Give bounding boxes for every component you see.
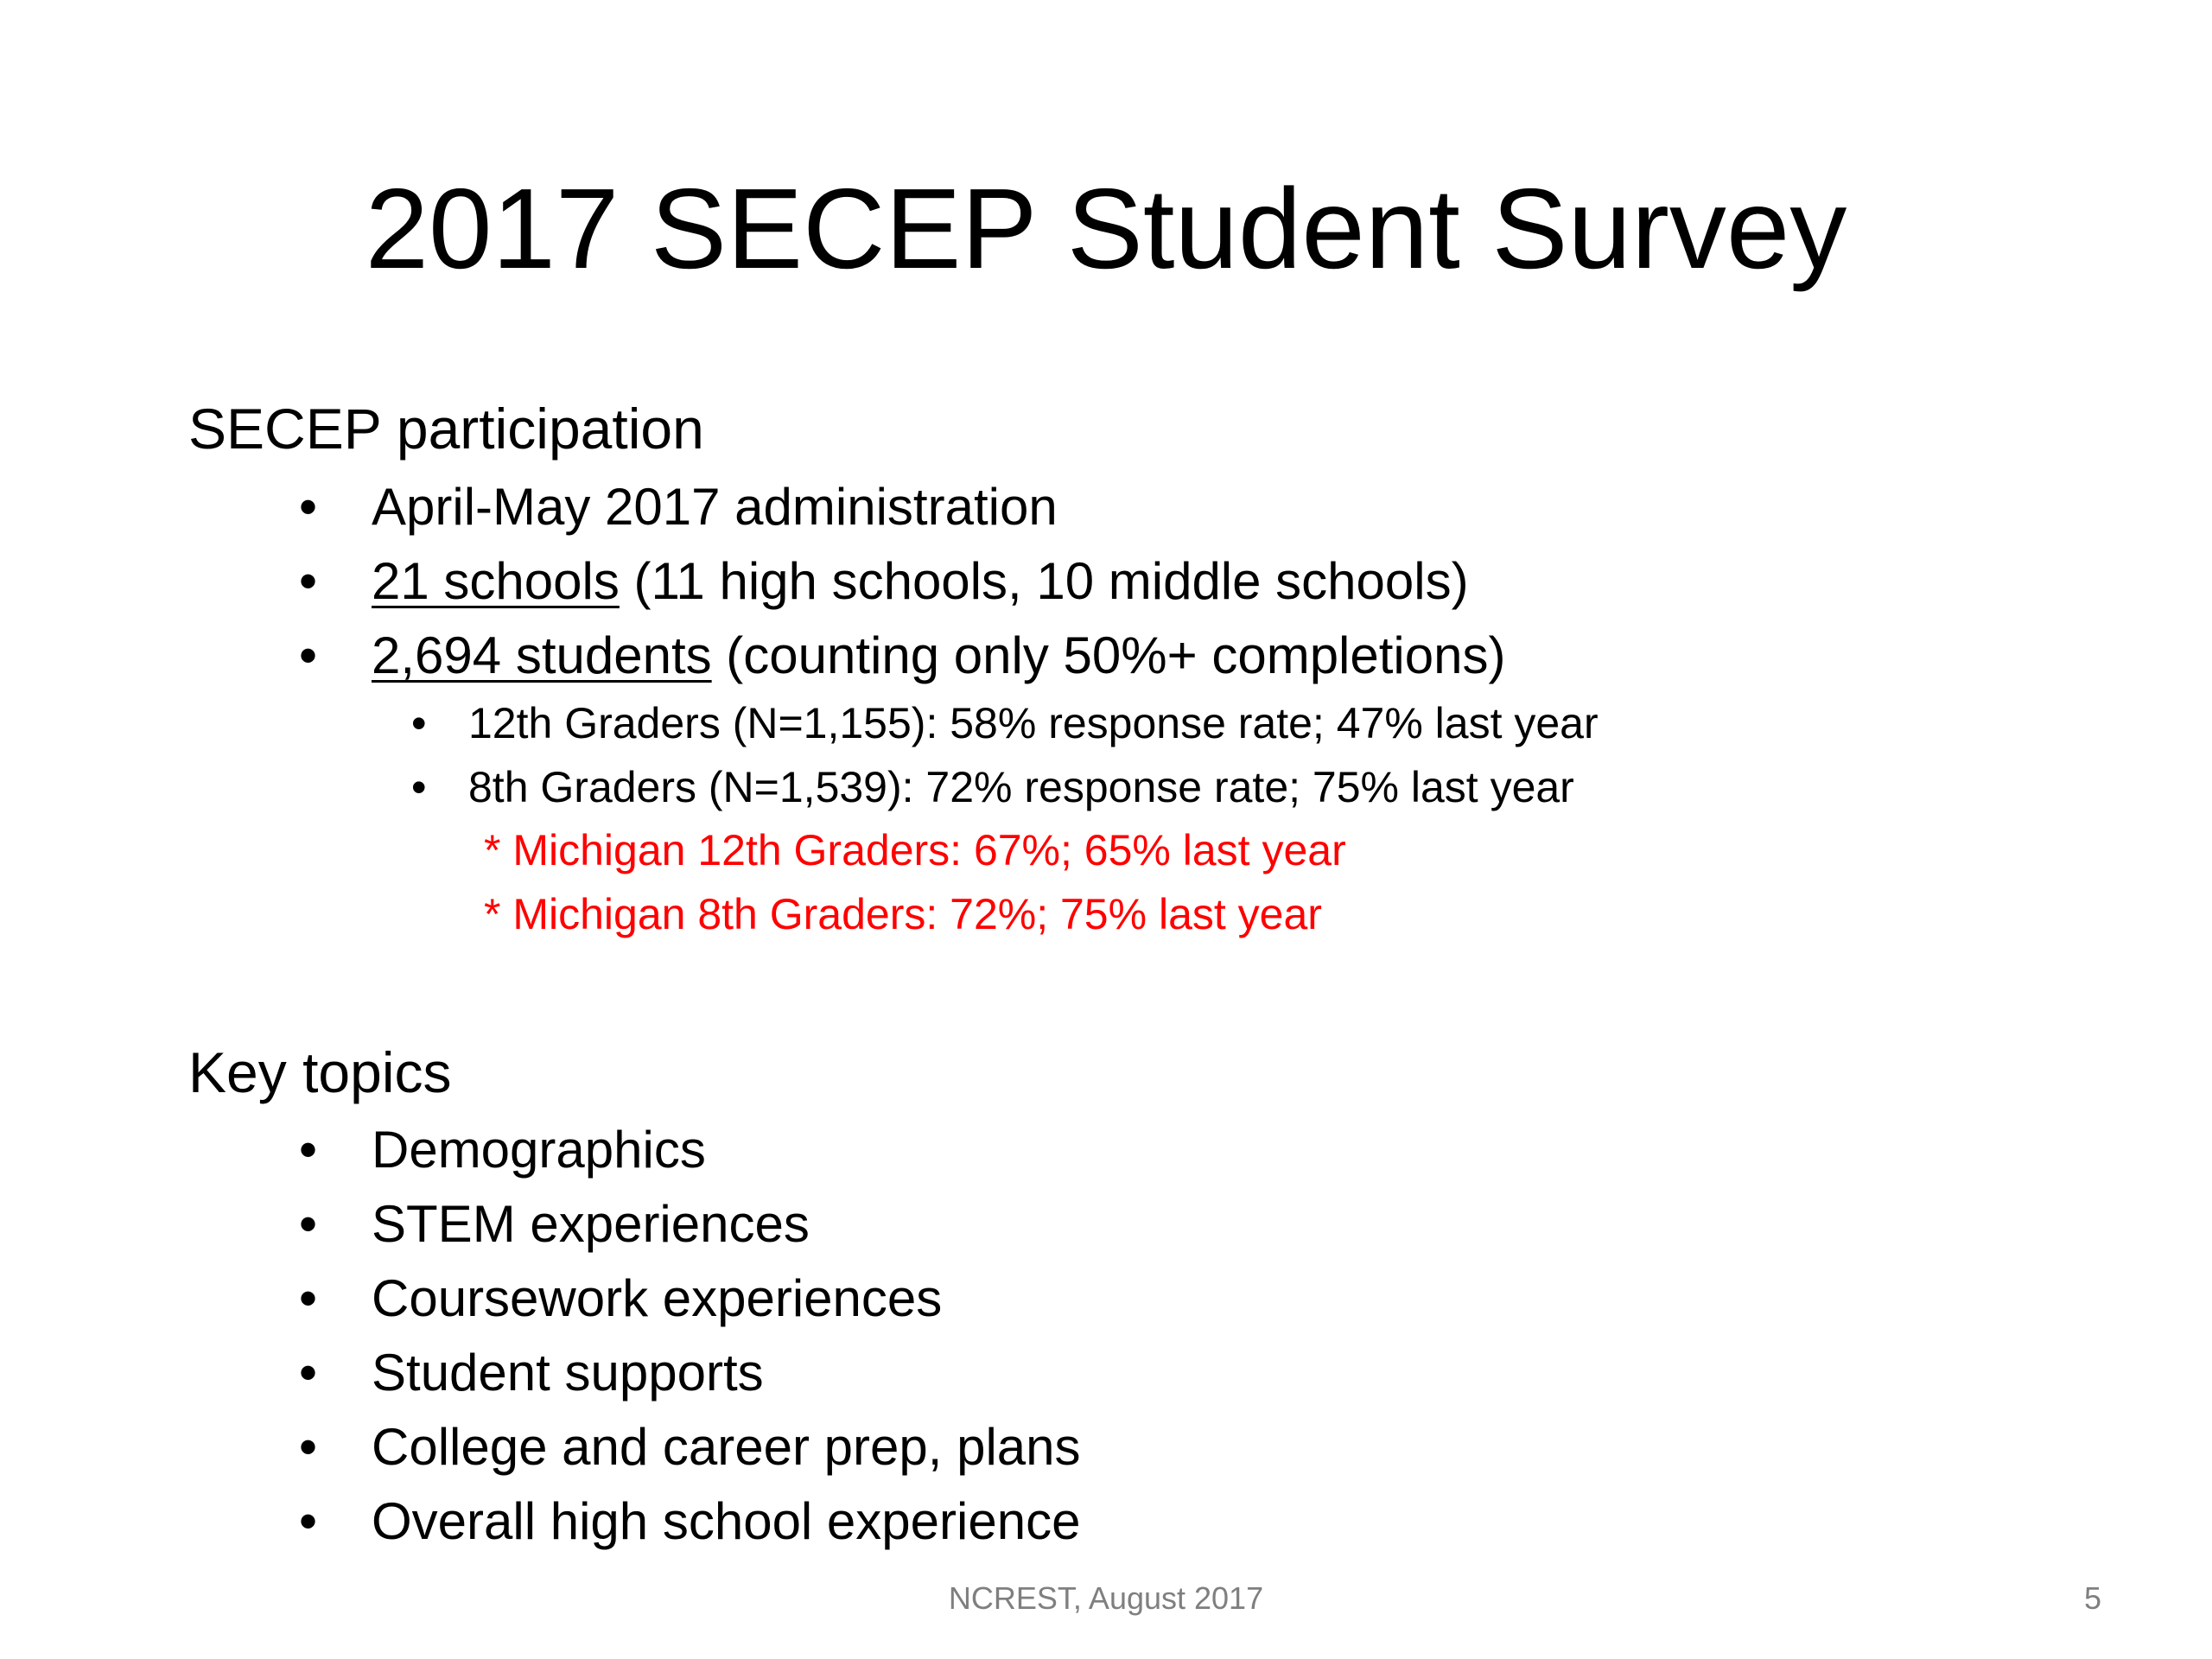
sub-item-text: 8th Graders (N=1,539): 72% response rate; 75% last year [468, 763, 1574, 811]
bullet: • [299, 1269, 318, 1327]
underlined-students-count: 2,694 students [372, 626, 712, 684]
bullet: • [411, 699, 427, 747]
bullet: • [299, 552, 318, 610]
students-detail: (counting only 50%+ completions) [711, 626, 1506, 684]
page-number: 5 [2083, 1580, 2101, 1616]
topic-text: STEM experiences [372, 1195, 810, 1253]
sub-item-text: 12th Graders (N=1,155): 58% response rate; 47% last year [468, 699, 1599, 747]
schools-detail: (11 high schools, 10 middle schools) [619, 552, 1469, 610]
topic-text: Coursework experiences [372, 1269, 943, 1327]
underlined-schools-count: 21 schools [372, 552, 620, 610]
bullet: • [299, 1492, 318, 1550]
participation-heading: SECEP participation [188, 397, 704, 461]
topic-text: Demographics [372, 1121, 706, 1179]
michigan-8th-note: * Michigan 8th Graders: 72%; 75% last year [484, 890, 1322, 938]
bullet: • [299, 626, 318, 684]
topic-text: Overall high school experience [372, 1492, 1081, 1550]
participation-item-text [372, 550, 1469, 613]
participation-item-text: April-May 2017 administration [372, 478, 1058, 536]
bullet: • [299, 1195, 318, 1253]
bullet: • [299, 1121, 318, 1179]
bullet: • [411, 763, 427, 811]
michigan-12th-note: * Michigan 12th Graders: 67%; 65% last year [484, 826, 1346, 874]
key-topics-heading: Key topics [188, 1040, 452, 1104]
topic-text: College and career prep, plans [372, 1418, 1081, 1476]
slide-title: 2017 SECEP Student Survey [365, 165, 1847, 292]
topic-text: Student supports [372, 1344, 764, 1402]
slide-footer: NCREST, August 2017 [948, 1580, 1264, 1616]
participation-item-text [372, 624, 1505, 688]
bullet: • [299, 1344, 318, 1402]
bullet: • [299, 1418, 318, 1476]
bullet: • [299, 478, 318, 536]
